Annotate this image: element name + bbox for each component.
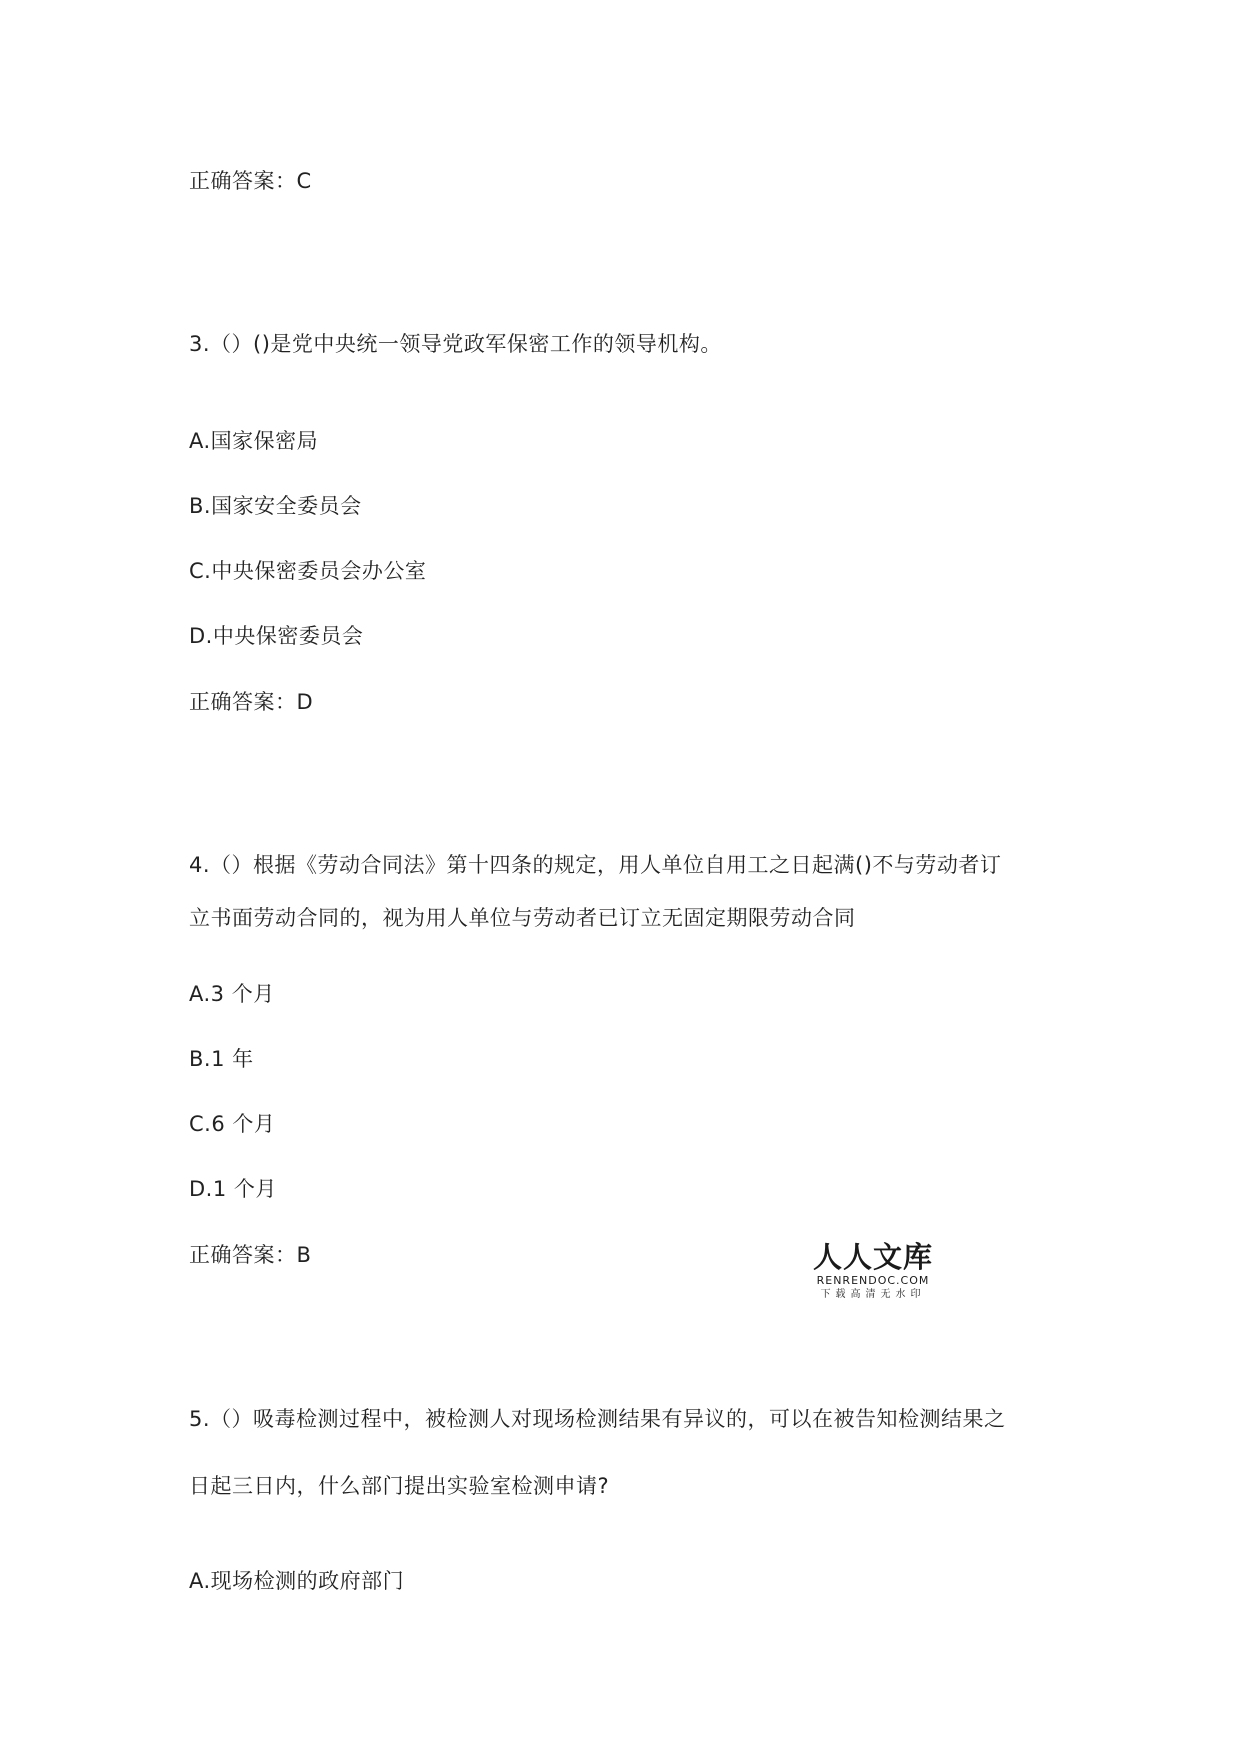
q3-stem: 3.（）()是党中央统一领导党政军保密工作的领导机构。 — [189, 332, 722, 356]
q5-option-a: A.现场检测的政府部门 — [189, 1569, 405, 1593]
q3-option-d: D.中央保密委员会 — [189, 624, 364, 648]
q4-answer: 正确答案：B — [189, 1243, 312, 1267]
watermark-tagline: 下载高清无水印 — [820, 1289, 926, 1300]
q3-option-b: B.国家安全委员会 — [189, 494, 362, 518]
q2-answer: 正确答案：C — [189, 169, 312, 193]
q3-option-c: C.中央保密委员会办公室 — [189, 559, 427, 583]
watermark-logo — [808, 1240, 938, 1302]
q3-option-a: A.国家保密局 — [189, 429, 319, 453]
q4-option-a: A.3 个月 — [189, 982, 275, 1006]
q4-option-c: C.6 个月 — [189, 1112, 276, 1136]
q3-answer: 正确答案：D — [189, 690, 314, 714]
watermark-url: RENRENDOC.COM — [816, 1274, 930, 1287]
q4-option-b: B.1 年 — [189, 1047, 254, 1071]
watermark-logo-text: 人人文库 — [812, 1240, 933, 1274]
q5-stem-line-2: 日起三日内，什么部门提出实验室检测申请? — [189, 1474, 610, 1498]
q4-stem-line-2: 立书面劳动合同的，视为用人单位与劳动者已订立无固定期限劳动合同 — [189, 906, 856, 930]
q4-option-d: D.1 个月 — [189, 1177, 277, 1201]
q5-stem-line-1: 5.（）吸毒检测过程中，被检测人对现场检测结果有异议的，可以在被告知检测结果之 — [189, 1407, 1006, 1431]
q4-stem-line-1: 4.（）根据《劳动合同法》第十四条的规定，用人单位自用工之日起满()不与劳动者订 — [189, 853, 1002, 877]
